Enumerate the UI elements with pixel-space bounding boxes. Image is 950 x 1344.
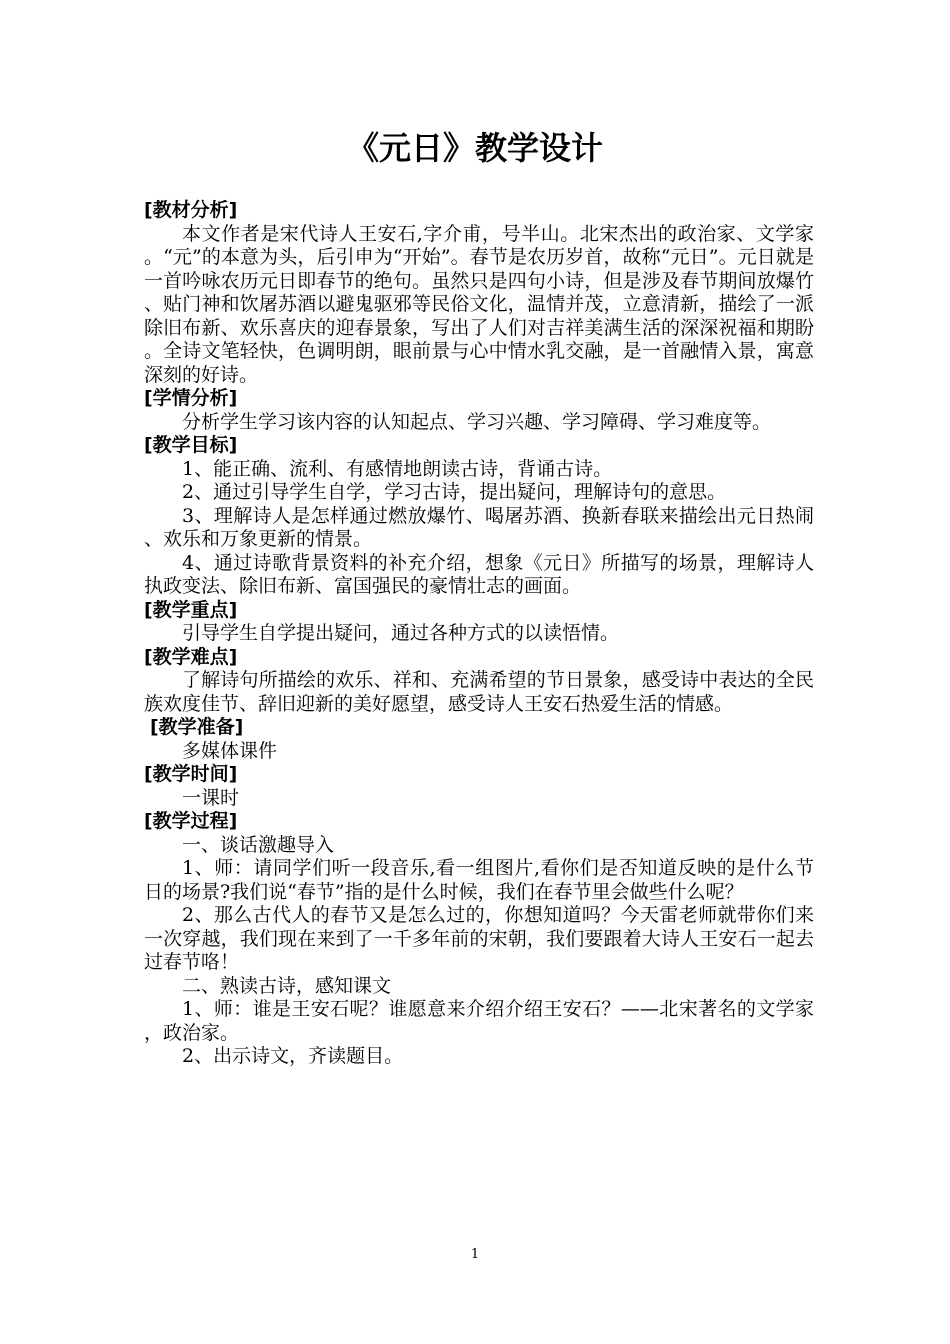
section-teaching-objectives	[144, 434, 814, 599]
paragraph: 1、师：请同学们听一段音乐,看一组图片,看你们是否知道反映的是什么节日的场景?我们说“春节”指的是什么时候，我们在春节里会做些什么呢？	[144, 857, 814, 903]
section-key-points	[144, 599, 814, 646]
section-heading: [教学目标]	[144, 434, 238, 456]
paragraph: 一课时	[182, 786, 240, 809]
paragraph: 3、理解诗人是怎样通过燃放爆竹、喝屠苏酒、换新春联来描绘出元日热闹、欢乐和万象更新的情景。	[144, 504, 814, 550]
paragraph: 1、能正确、流利、有感情地朗读古诗，背诵古诗。	[182, 457, 613, 480]
paragraph: 4、通过诗歌背景资料的补充介绍，想象《元日》所描写的场景，理解诗人执政变法、除旧布新、富国强民的豪情壮志的画面。	[144, 551, 814, 597]
section-difficulties	[144, 646, 814, 717]
section-heading: [教学时间]	[144, 763, 238, 785]
section-preparation	[144, 716, 814, 763]
paragraph: 了解诗句所描绘的欢乐、祥和、充满希望的节日景象，感受诗中表达的全民族欢度佳节、辞旧迎新的美好愿望，感受诗人王安石热爱生活的情感。	[144, 669, 814, 715]
page-number: 1	[470, 1247, 480, 1262]
paragraph: 多媒体课件	[182, 739, 278, 762]
section-teaching-process	[144, 810, 814, 1069]
paragraph: 2、通过引导学生自学，学习古诗，提出疑问，理解诗句的意思。	[182, 481, 727, 503]
section-heading: [教学准备]	[150, 716, 244, 738]
section-student-analysis	[144, 387, 814, 434]
paragraph: 二、熟读古诗，感知课文	[182, 974, 392, 997]
document-title: 《元日》教学设计	[346, 129, 603, 167]
paragraph: 2、出示诗文，齐读题目。	[182, 1045, 404, 1067]
paragraph: 一、谈话激趣导入	[182, 833, 335, 856]
section-heading: [教学重点]	[144, 598, 238, 621]
section-textbook-analysis	[144, 199, 814, 387]
section-heading: [学情分析]	[144, 387, 238, 409]
section-heading: [教材分析]	[144, 199, 238, 221]
paragraph: 本文作者是宋代诗人王安石,字介甫，号半山。北宋杰出的政治家、文学家。“元”的本意为头，后引申为“开始”。春节是农历岁首，故称“元日”。元日就是一首吟咏农历元日即春节的绝句。虽然只是四句小诗，但是涉及春节期间放爆竹、贴门神和饮屠苏酒以避鬼驱邪等民俗文化，温情并茂，立意清新，描绘了一派除旧布新、欢乐喜庆的迎春景象，写出了人们对吉祥美满生活的深深祝福和期盼。全诗文笔轻快，色调明朗，眼前景与心中情水乳交融，是一首融情入景，寓意深刻的好诗。	[144, 222, 814, 386]
document-body	[144, 199, 814, 1069]
paragraph: 引导学生自学提出疑问，通过各种方式的以读悟情。	[182, 622, 620, 644]
section-teaching-time	[144, 763, 814, 810]
paragraph: 分析学生学习该内容的认知起点、学习兴趣、学习障碍、学习难度等。	[182, 410, 772, 433]
paragraph: 1、师：谁是王安石呢？谁愿意来介绍介绍王安石？——北宋著名的文学家，政治家。	[144, 998, 814, 1044]
section-heading: [教学过程]	[144, 810, 238, 832]
paragraph: 2、那么古代人的春节又是怎么过的，你想知道吗？今天雷老师就带你们来一次穿越，我们现在来到了一千多年前的宋朝，我们要跟着大诗人王安石一起去过春节咯！	[144, 904, 814, 973]
section-heading: [教学难点]	[144, 645, 238, 668]
